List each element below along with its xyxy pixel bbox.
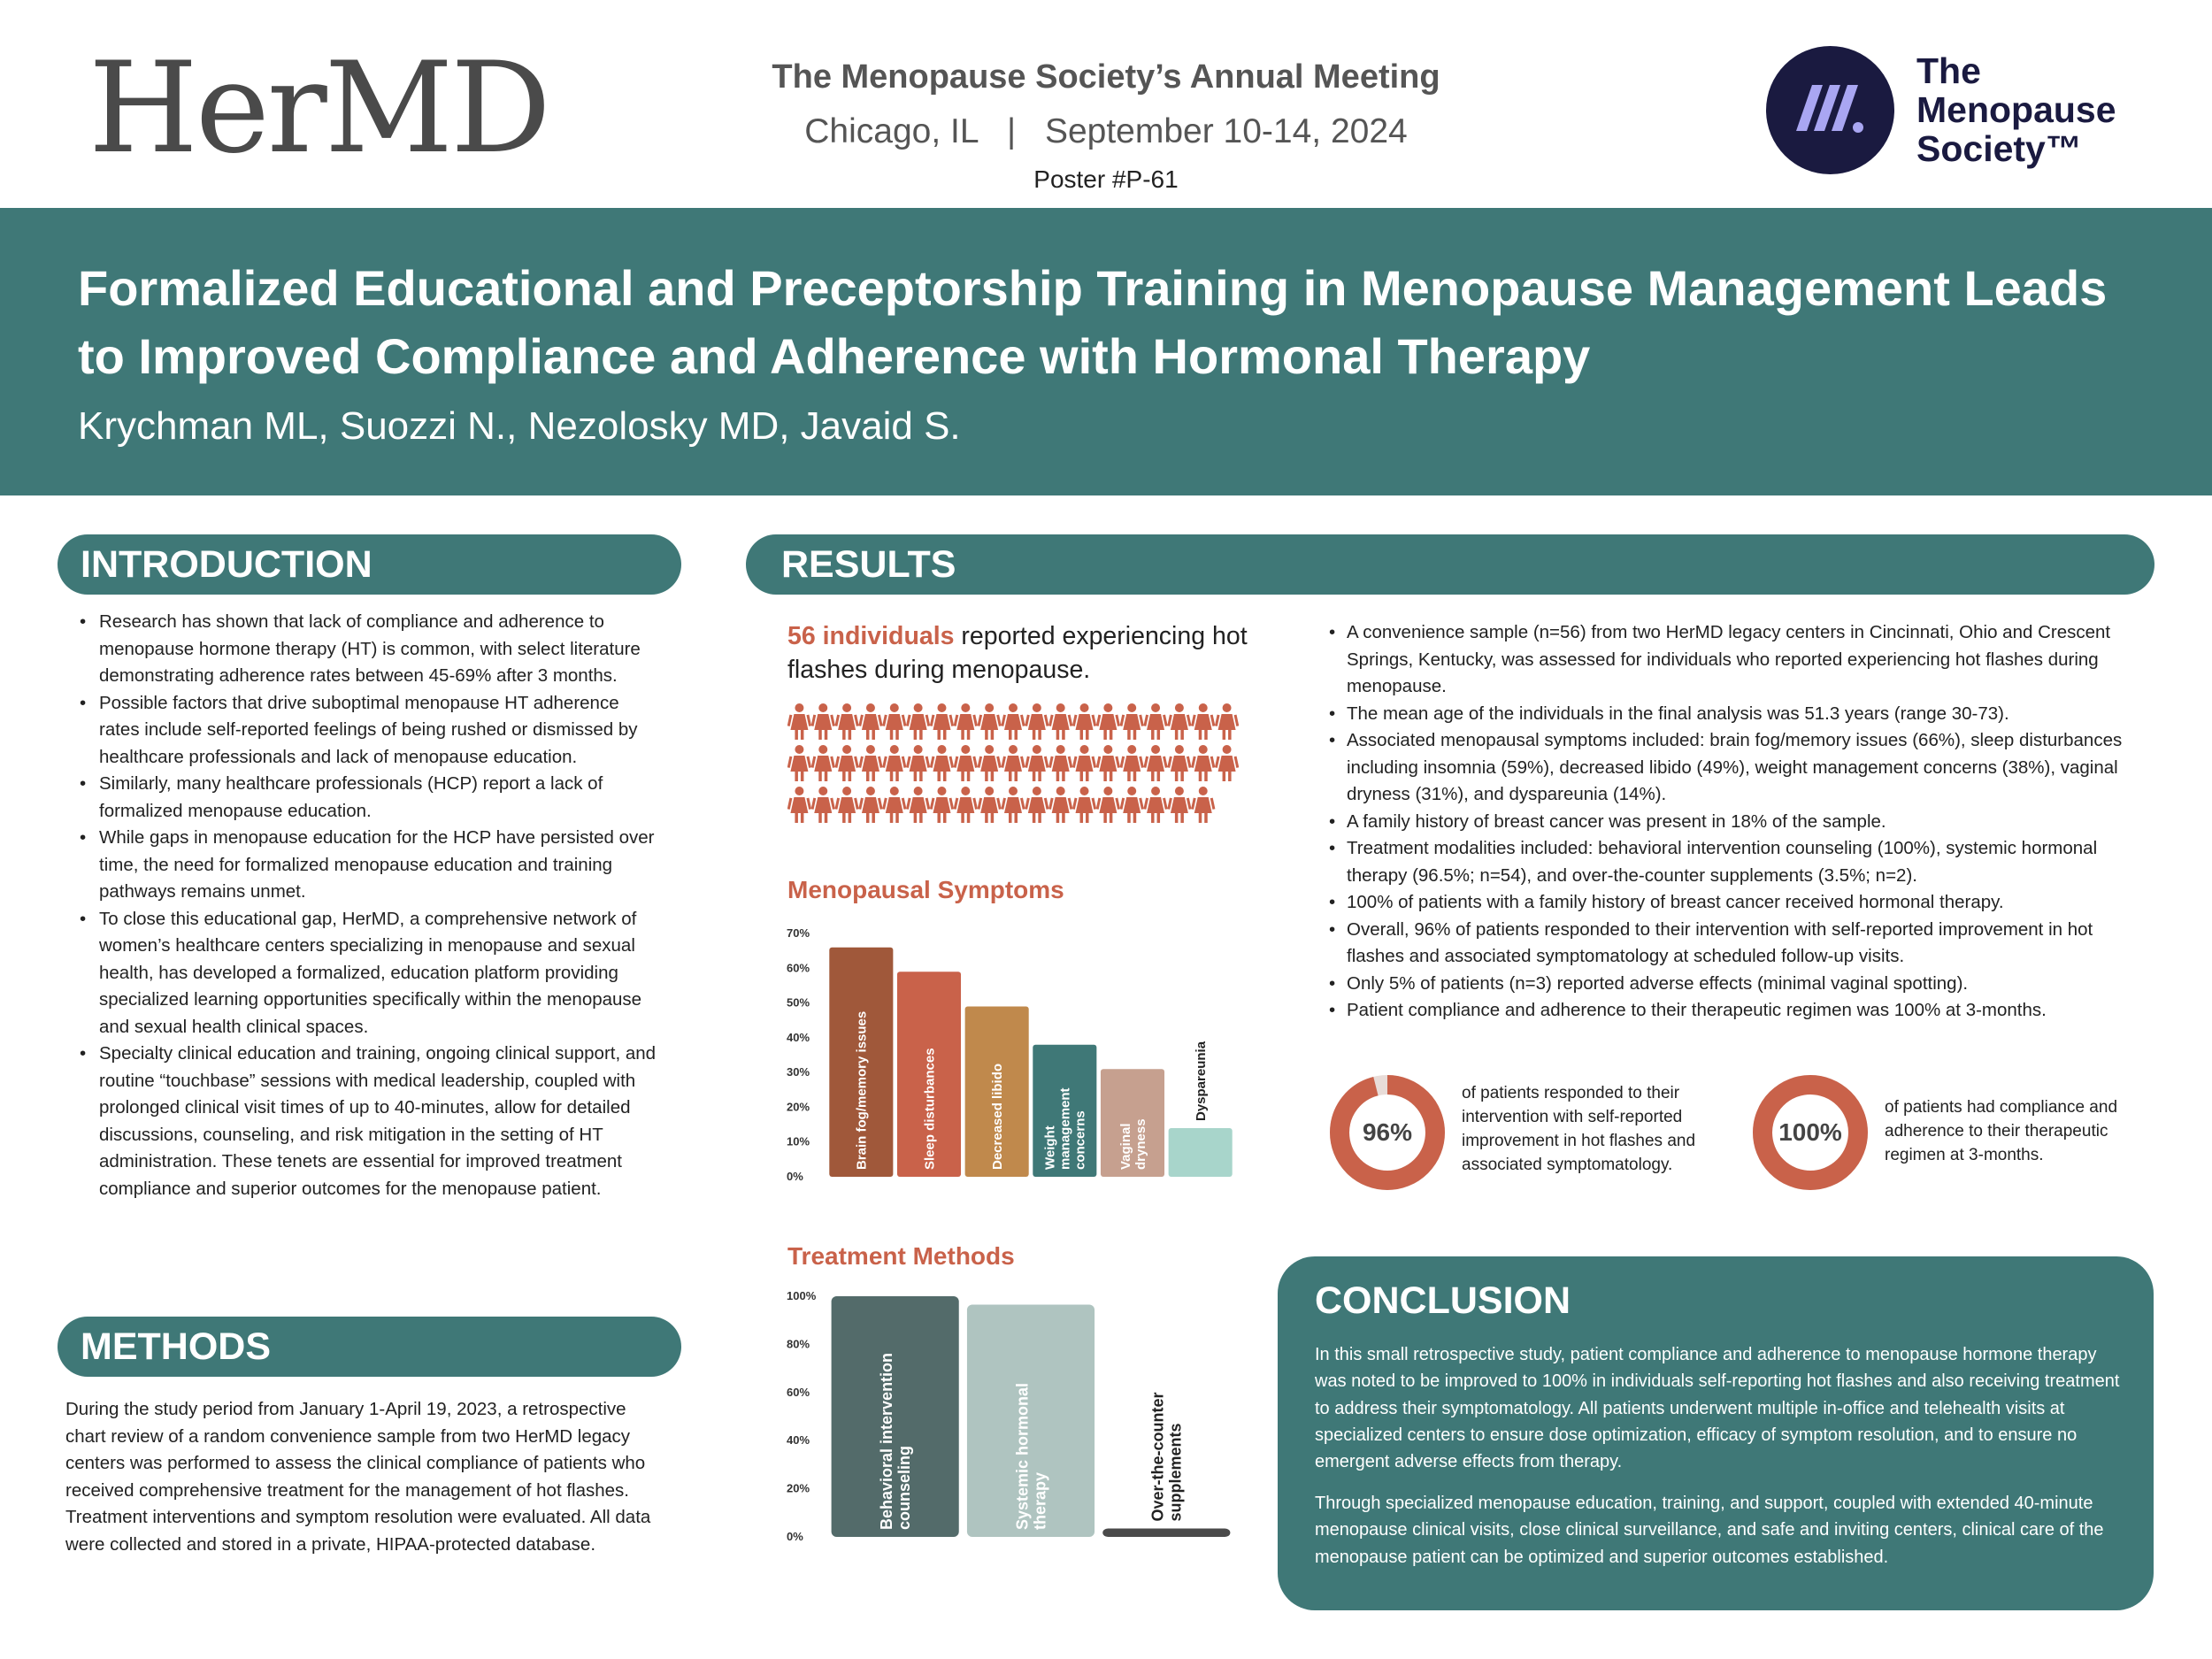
- y-tick-label: 0%: [787, 1530, 803, 1543]
- donut-caption: of patients had compliance and adherence to their therapeutic regimen at 3-months.: [1885, 1098, 2118, 1164]
- conclusion-paragraph: Through specialized menopause education, training, and support, coupled with extended 40-minute menopause clinical visits, close clinical surveillance, and safe and inviting centers, clinical care of the menopause patient can be optimized and superior outcomes established.: [1315, 1494, 2104, 1567]
- person-icon: [954, 787, 978, 823]
- bar-label: Behavioral intervention: [877, 1352, 895, 1530]
- symptoms-chart-title: Menopausal Symptoms: [787, 876, 1064, 903]
- person-icon: [1191, 787, 1215, 823]
- person-icon: [906, 703, 930, 740]
- poster-number: Poster #P-61: [1033, 165, 1179, 193]
- bar-label: Brain fog/memory issues: [854, 1010, 870, 1170]
- person-icon: [977, 703, 1001, 740]
- person-icon: [811, 745, 835, 781]
- person-icon: [787, 787, 811, 823]
- person-icon: [1001, 745, 1025, 781]
- person-icon: [930, 703, 954, 740]
- person-icon: [882, 745, 906, 781]
- conclusion-box: [1278, 1256, 2154, 1610]
- bar-label: Decreased libido: [989, 1063, 1005, 1170]
- person-icon: [1048, 787, 1072, 823]
- person-icon: [1167, 703, 1191, 740]
- y-tick-label: 50%: [787, 995, 810, 1010]
- person-icon: [906, 745, 930, 781]
- results-bullet: • Only 5% of patients (n=3) reported adverse effects (minimal vaginal spotting).: [1329, 971, 2152, 998]
- person-icon: [1048, 703, 1072, 740]
- results-bullet: • Patient compliance and adherence to their therapeutic regimen was 100% at 3-months.: [1329, 997, 2152, 1025]
- bar-label: Systemic hormonal: [1013, 1382, 1032, 1530]
- sample-size-text: reported experiencing hot flashes during menopause.: [787, 622, 1248, 684]
- compliance-rate-donut: [1750, 1072, 1870, 1193]
- person-icon: [1120, 787, 1144, 823]
- person-icon: [1143, 745, 1167, 781]
- intro-bullet: • Research has shown that lack of compliance and adherence to menopause hormone therapy (HT) is common, with select literature demonstrating adherence rates between 45-69% after 3 months.: [80, 609, 664, 690]
- bar-label: Over-the-counter: [1148, 1392, 1167, 1522]
- person-icon: [787, 703, 811, 740]
- person-icon: [1167, 745, 1191, 781]
- meeting-location-dates: [619, 112, 1593, 151]
- treatment-bar-chart: [783, 1287, 1234, 1544]
- methods-text: During the study period from January 1-April 19, 2023, a retrospective chart review of a random convenience sample from two HerMD legacy centers was performed to assess the clinical compliance of patients who received comprehensive treatment for the management of hot flashes. Treatment interventions and symptom resolution were evaluated. All data were collected and stored in a private, HIPAA-protected database.: [65, 1399, 651, 1555]
- person-icon: [1215, 703, 1239, 740]
- results-bullet: • Overall, 96% of patients responded to their intervention with self-reported improvement in hot flashes and associated symptomatology at scheduled follow-up visits.: [1329, 917, 2152, 971]
- response-rate-donut: [1327, 1072, 1448, 1193]
- treatment-chart-title: Treatment Methods: [787, 1242, 1015, 1270]
- meeting-info: [619, 58, 1593, 194]
- person-icon: [1143, 703, 1167, 740]
- y-tick-label: 100%: [787, 1289, 817, 1302]
- conclusion-paragraph: In this small retrospective study, patient compliance and adherence to menopause hormone therapy was noted to be improved to 100% in individuals self-reporting hot flashes and also receiving treatment to address their symptomatology. All patients underwent multiple in-office and telehealth visits at specialized centers to ensure dose optimization, efficacy of symptom resolution, and to ensure no emergent adverse effects from therapy.: [1315, 1345, 2120, 1472]
- bar-label: Vaginal: [1118, 1123, 1133, 1170]
- results-bullet: • Treatment modalities included: behavioral intervention counseling (100%), systemic hormonal therapy (96.5%; n=54), and over-the-counter supplements (3.5%; n=2).: [1329, 835, 2152, 889]
- person-icon: [882, 787, 906, 823]
- person-icon: [977, 745, 1001, 781]
- y-tick-label: 20%: [787, 1481, 810, 1495]
- person-icon: [1096, 787, 1120, 823]
- intro-bullet: • Similarly, many healthcare professionals (HCP) report a lack of formalized menopause education.: [80, 771, 664, 825]
- results-list: [1329, 619, 2152, 1025]
- sample-size-number: 56 individuals: [787, 622, 955, 650]
- donut-value-label: 96%: [1362, 1118, 1413, 1146]
- person-icon: [858, 745, 882, 781]
- y-tick-label: 60%: [787, 961, 810, 975]
- person-icon: [1001, 787, 1025, 823]
- y-tick-label: 70%: [787, 926, 810, 940]
- intro-bullet: • Possible factors that drive suboptimal menopause HT adherence rates include self-reported feelings of being rushed or dismissed by healthcare professionals and lack of menopause education.: [80, 690, 664, 772]
- person-icon: [1191, 703, 1215, 740]
- meeting-city: Chicago, IL: [804, 112, 979, 150]
- person-icon: [1072, 745, 1096, 781]
- conclusion-heading: CONCLUSION: [1315, 1279, 1571, 1322]
- bar-label: supplements: [1166, 1423, 1185, 1522]
- poster-header: [0, 0, 2212, 208]
- person-icon: [954, 703, 978, 740]
- person-icon: [1072, 703, 1096, 740]
- bar-label: counseling: [895, 1445, 913, 1530]
- person-icon: [930, 787, 954, 823]
- person-icon: [834, 703, 858, 740]
- y-tick-label: 0%: [787, 1170, 803, 1183]
- society-name-line3: Society™: [1916, 128, 2082, 169]
- society-name: [1916, 51, 2116, 168]
- person-icon: [1001, 703, 1025, 740]
- society-logo-icon: [1766, 46, 1894, 174]
- person-icon: [882, 703, 906, 740]
- sample-size-highlight: [787, 619, 1265, 687]
- person-icon: [906, 787, 930, 823]
- results-bullet: • A convenience sample (n=56) from two HerMD legacy centers in Cincinnati, Ohio and Crescent Springs, Kentucky, was assessed for individuals who reported experiencing hot flashes during menopause.: [1329, 619, 2152, 701]
- intro-bullet: • While gaps in menopause education for the HCP have persisted over time, the need for formalized menopause education and training pathways remains unmet.: [80, 825, 664, 906]
- y-tick-label: 10%: [787, 1134, 810, 1148]
- y-tick-label: 40%: [787, 1030, 810, 1044]
- results-bullet: • Associated menopausal symptoms included: brain fog/memory issues (66%), sleep disturbances including insomnia (59%), decreased libido (49%), weight management concerns (38%), vaginal dryness (31%), and dyspareunia (14%).: [1329, 727, 2152, 809]
- authors: Krychman ML, Suozzi N., Nezolosky MD, Javaid S.: [78, 404, 961, 448]
- person-icon: [811, 703, 835, 740]
- person-icon: [1072, 787, 1096, 823]
- results-bullet: • A family history of breast cancer was present in 18% of the sample.: [1329, 809, 2152, 836]
- results-bullet: • The mean age of the individuals in the final analysis was 51.3 years (range 30-73).: [1329, 701, 2152, 728]
- meeting-name: The Menopause Society’s Annual Meeting: [772, 58, 1440, 96]
- person-icon: [1048, 745, 1072, 781]
- menopause-society-logo: [1766, 46, 2138, 179]
- person-icon: [1167, 787, 1191, 823]
- y-tick-label: 20%: [787, 1100, 810, 1114]
- person-icon: [1025, 787, 1048, 823]
- person-icon: [858, 787, 882, 823]
- person-icon: [1215, 745, 1239, 781]
- person-icon: [858, 703, 882, 740]
- introduction-heading: INTRODUCTION: [58, 534, 681, 595]
- donut-value-label: 100%: [1778, 1118, 1842, 1146]
- bar-label: Weight: [1042, 1125, 1058, 1170]
- bar-label: therapy: [1031, 1471, 1049, 1530]
- person-icon: [787, 745, 811, 781]
- bar-label: concerns: [1072, 1110, 1088, 1170]
- society-name-line1: The: [1916, 50, 1981, 91]
- donut-caption: of patients responded to their intervention with self-reported improvement in hot flashes and associated symptomatology.: [1462, 1084, 1696, 1174]
- meeting-dates: September 10-14, 2024: [1044, 112, 1408, 150]
- results-bullet: • 100% of patients with a family history of breast cancer received hormonal therapy.: [1329, 889, 2152, 917]
- person-icon: [977, 787, 1001, 823]
- person-icon: [811, 787, 835, 823]
- title-band: [0, 208, 2212, 495]
- intro-bullet: • Specialty clinical education and training, ongoing clinical support, and routine “touchbase” sessions with medical leadership, coupled with prolonged clinical visit times of up to 40-minutes, allow for detailed discussions, counseling, and risk mitigation in the setting of HT administration. These tenets are essential for improved treatment compliance and superior outcomes for the menopause patient.: [80, 1041, 664, 1202]
- methods-heading: METHODS: [58, 1317, 681, 1377]
- person-icon: [930, 745, 954, 781]
- person-icon: [1120, 745, 1144, 781]
- bar: [1169, 1128, 1233, 1177]
- bar-label: Dyspareunia: [1193, 1041, 1209, 1121]
- results-heading: RESULTS: [746, 534, 2154, 595]
- person-icon: [1025, 703, 1048, 740]
- society-name-line2: Menopause: [1916, 89, 2116, 130]
- person-icon: [1025, 745, 1048, 781]
- bar-label: management: [1057, 1087, 1073, 1170]
- symptoms-bar-chart: [783, 925, 1234, 1181]
- hermd-logo: HerMD: [88, 35, 549, 181]
- y-tick-label: 30%: [787, 1065, 810, 1079]
- bar-label: dryness: [1133, 1118, 1148, 1170]
- person-icon: [1096, 703, 1120, 740]
- person-icon: [834, 745, 858, 781]
- y-tick-label: 60%: [787, 1385, 810, 1399]
- intro-bullet: • To close this educational gap, HerMD, a comprehensive network of women’s healthcare centers specializing in menopause and sexual health, has developed a formalized, education platform providing specialized learning opportunities specifically within the menopause and sexual health clinical spaces.: [80, 906, 664, 1041]
- person-icon: [1191, 745, 1215, 781]
- person-icon: [1120, 703, 1144, 740]
- bar-label: Sleep disturbances: [922, 1048, 938, 1170]
- meeting-separator: |: [1006, 112, 1017, 150]
- person-icon: [954, 745, 978, 781]
- person-icon: [834, 787, 858, 823]
- person-icon: [1143, 787, 1167, 823]
- y-tick-label: 40%: [787, 1433, 810, 1448]
- poster-title: Formalized Educational and Preceptorship Training in Menopause Management Leads to Improved Compliance and Adherence with Hormonal Therapy: [78, 260, 2108, 384]
- person-icon-grid: [787, 702, 1239, 826]
- y-tick-label: 80%: [787, 1337, 810, 1351]
- introduction-list: [80, 609, 664, 1202]
- bar: [1102, 1528, 1230, 1537]
- person-icon: [1096, 745, 1120, 781]
